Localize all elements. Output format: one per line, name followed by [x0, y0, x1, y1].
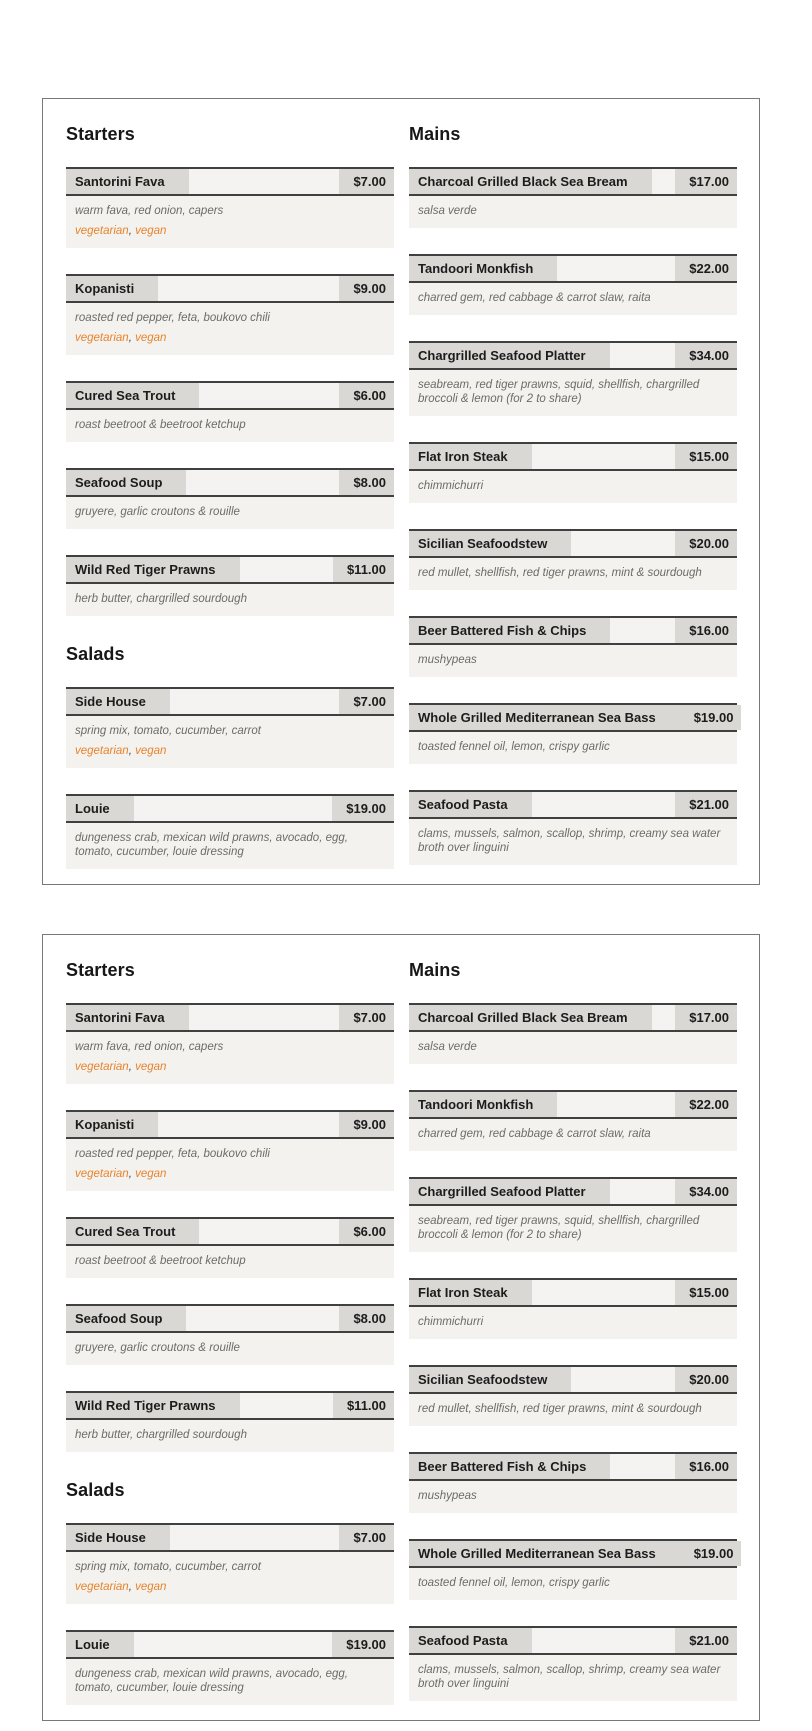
item-price: $11.00 [333, 1393, 394, 1418]
item-price: $6.00 [339, 383, 394, 408]
item-body [66, 823, 394, 869]
menu-item [66, 794, 394, 869]
item-header-spacer [610, 343, 676, 368]
item-name: Cured Sea Trout [66, 383, 199, 408]
item-description: toasted fennel oil, lemon, crispy garlic [418, 1577, 610, 1589]
dietary-tags [75, 1580, 384, 1594]
item-body [66, 303, 394, 355]
item-price: $22.00 [675, 1092, 737, 1117]
item-name: Louie [66, 1632, 134, 1657]
item-description: warm fava, red onion, capers [75, 1041, 224, 1053]
item-header [66, 794, 394, 823]
item-header [409, 167, 737, 196]
item-description: herb butter, chargrilled sourdough [75, 593, 247, 605]
item-price: $15.00 [675, 1280, 737, 1305]
item-body [409, 1394, 737, 1426]
item-price: $9.00 [339, 1112, 394, 1137]
item-description: chimmichurri [418, 480, 484, 492]
item-price: $20.00 [675, 1367, 737, 1392]
item-description: roasted red pepper, feta, boukovo chili [75, 312, 270, 324]
item-header-spacer [189, 169, 340, 194]
dietary-tag: vegan [135, 1581, 167, 1593]
section-title: Mains [409, 124, 461, 144]
menu-item [66, 1217, 394, 1278]
menu-item [409, 703, 737, 764]
section-title: Salads [66, 1480, 125, 1500]
menu-section [66, 642, 394, 869]
item-price: $17.00 [675, 1005, 737, 1030]
menu-columns [66, 949, 737, 1731]
item-body [66, 1032, 394, 1084]
menu-item [409, 1003, 737, 1064]
item-header [409, 442, 737, 471]
item-description: herb butter, chargrilled sourdough [75, 1429, 247, 1441]
item-header-spacer [610, 1454, 675, 1479]
item-header [66, 1110, 394, 1139]
item-header [409, 529, 737, 558]
item-header [409, 254, 737, 283]
item-header [409, 1003, 737, 1032]
item-header-spacer [199, 383, 339, 408]
item-body [409, 1568, 737, 1600]
item-name: Cured Sea Trout [66, 1219, 199, 1244]
item-header-spacer [186, 470, 339, 495]
item-body [409, 1481, 737, 1513]
item-header-spacer [134, 796, 333, 821]
tag-separator: , [128, 1581, 136, 1593]
item-header-spacer [134, 1632, 333, 1657]
menu-item [409, 341, 737, 416]
item-header-spacer [571, 531, 675, 556]
item-name: Sicilian Seafoodstew [409, 531, 571, 556]
menu-item [409, 1365, 737, 1426]
item-header [409, 1365, 737, 1394]
item-name: Kopanisti [66, 276, 158, 301]
item-name: Chargrilled Seafood Platter [409, 343, 610, 368]
tag-separator: , [128, 745, 136, 757]
menu-item [409, 1539, 737, 1600]
item-body [409, 1206, 737, 1252]
item-name: Charcoal Grilled Black Sea Bream [409, 169, 652, 194]
item-price: $19.00 [332, 1632, 394, 1657]
item-description: chimmichurri [418, 1316, 484, 1328]
dietary-tag: vegetarian [75, 225, 129, 237]
item-name: Kopanisti [66, 1112, 158, 1137]
item-price: $7.00 [339, 689, 394, 714]
item-description: spring mix, tomato, cucumber, carrot [75, 1561, 261, 1573]
dietary-tags [75, 331, 384, 345]
item-name: Beer Battered Fish & Chips [409, 618, 610, 643]
item-header [66, 687, 394, 716]
item-body [66, 1333, 394, 1365]
item-header-spacer [532, 444, 676, 469]
menu-item [409, 442, 737, 503]
item-header-spacer [532, 1628, 676, 1653]
item-header-spacer [652, 169, 676, 194]
item-header-spacer [158, 276, 339, 301]
item-name: Beer Battered Fish & Chips [409, 1454, 610, 1479]
menu-columns [66, 113, 737, 895]
dietary-tags [75, 744, 384, 758]
item-header [409, 790, 737, 819]
item-header [409, 1090, 737, 1119]
item-header [66, 274, 394, 303]
menu-item [66, 1523, 394, 1604]
item-header [66, 381, 394, 410]
item-body [409, 471, 737, 503]
item-header-spacer [532, 792, 676, 817]
item-description: red mullet, shellfish, red tiger prawns, mint & sourdough [418, 1403, 702, 1415]
item-name: Whole Grilled Mediterranean Sea Bass [409, 1541, 680, 1566]
item-description: charred gem, red cabbage & carrot slaw, raita [418, 292, 651, 304]
item-description: red mullet, shellfish, red tiger prawns, mint & sourdough [418, 567, 702, 579]
item-body [409, 1307, 737, 1339]
page [0, 98, 812, 1694]
menu-item [409, 1177, 737, 1252]
item-header-spacer [186, 1306, 339, 1331]
item-body [66, 1552, 394, 1604]
menu-item [409, 254, 737, 315]
menu-column-right [409, 949, 737, 1731]
item-description: mushypeas [418, 654, 477, 666]
item-description: clams, mussels, salmon, scallop, shrimp, creamy sea water broth over linguini [418, 1664, 721, 1690]
item-header-spacer [158, 1112, 339, 1137]
item-description: gruyere, garlic croutons & rouille [75, 506, 240, 518]
menu-section [409, 122, 737, 865]
menu-item [66, 274, 394, 355]
menu-item [409, 529, 737, 590]
menu-item [66, 1003, 394, 1084]
dietary-tags [75, 1060, 384, 1074]
item-header [409, 616, 737, 645]
item-name: Side House [66, 1525, 170, 1550]
item-price: $19.00 [680, 705, 742, 730]
item-header-spacer [240, 1393, 333, 1418]
item-header-spacer [610, 618, 675, 643]
item-price: $11.00 [333, 557, 394, 582]
section-title: Starters [66, 124, 135, 144]
section-title: Salads [66, 644, 125, 664]
dietary-tag: vegan [135, 332, 167, 344]
item-price: $7.00 [339, 1005, 394, 1030]
item-description: warm fava, red onion, capers [75, 205, 224, 217]
item-price: $7.00 [339, 1525, 394, 1550]
menu-column-right [409, 113, 737, 895]
menu-section [66, 958, 394, 1452]
item-header [409, 1278, 737, 1307]
item-description: spring mix, tomato, cucumber, carrot [75, 725, 261, 737]
item-header [66, 1523, 394, 1552]
item-header-spacer [652, 1005, 676, 1030]
item-body [66, 410, 394, 442]
item-header [66, 1217, 394, 1246]
clipped-card-viewport [0, 934, 812, 1694]
item-header [409, 1626, 737, 1655]
menu-section [66, 122, 394, 616]
dietary-tag: vegetarian [75, 1061, 129, 1073]
item-header [409, 1539, 737, 1568]
item-header [409, 1452, 737, 1481]
tag-separator: , [128, 1168, 136, 1180]
item-name: Seafood Soup [66, 1306, 186, 1331]
item-price: $20.00 [675, 531, 737, 556]
item-body [409, 1655, 737, 1701]
item-body [66, 1420, 394, 1452]
menu-column-left [66, 949, 394, 1731]
item-description: dungeness crab, mexican wild prawns, avocado, egg, tomato, cucumber, louie dressing [75, 832, 348, 858]
item-body [409, 370, 737, 416]
item-header-spacer [610, 1179, 676, 1204]
dietary-tag: vegetarian [75, 332, 129, 344]
item-price: $8.00 [339, 1306, 394, 1331]
item-header-spacer [199, 1219, 339, 1244]
menu-item [66, 468, 394, 529]
item-price: $34.00 [675, 1179, 737, 1204]
item-header-spacer [557, 1092, 675, 1117]
section-title: Mains [409, 960, 461, 980]
item-price: $21.00 [675, 1628, 737, 1653]
item-description: charred gem, red cabbage & carrot slaw, raita [418, 1128, 651, 1140]
item-header-spacer [170, 689, 340, 714]
item-header [66, 1304, 394, 1333]
item-body [66, 716, 394, 768]
item-body [409, 283, 737, 315]
item-header [409, 1177, 737, 1206]
dietary-tags [75, 224, 384, 238]
item-name: Whole Grilled Mediterranean Sea Bass [409, 705, 680, 730]
item-body [66, 1659, 394, 1705]
item-header [66, 555, 394, 584]
item-body [409, 196, 737, 228]
item-name: Wild Red Tiger Prawns [66, 557, 240, 582]
item-description: roast beetroot & beetroot ketchup [75, 419, 246, 431]
item-price: $19.00 [680, 1541, 742, 1566]
menu-item [409, 1278, 737, 1339]
item-header-spacer [532, 1280, 676, 1305]
item-body [66, 1139, 394, 1191]
item-price: $15.00 [675, 444, 737, 469]
item-description: seabream, red tiger prawns, squid, shellfish, chargrilled broccoli & lemon (for 2 to share) [418, 1215, 700, 1241]
item-name: Flat Iron Steak [409, 1280, 532, 1305]
item-price: $8.00 [339, 470, 394, 495]
item-price: $34.00 [675, 343, 737, 368]
tag-separator: , [128, 1061, 136, 1073]
item-description: seabream, red tiger prawns, squid, shellfish, chargrilled broccoli & lemon (for 2 to share) [418, 379, 700, 405]
menu-card [42, 934, 760, 1721]
item-name: Santorini Fava [66, 1005, 189, 1030]
menu-item [66, 555, 394, 616]
item-name: Santorini Fava [66, 169, 189, 194]
dietary-tag: vegan [135, 1061, 167, 1073]
item-body [409, 1032, 737, 1064]
item-price: $16.00 [675, 1454, 737, 1479]
menu-item [409, 1090, 737, 1151]
dietary-tag: vegan [135, 745, 167, 757]
item-price: $17.00 [675, 169, 737, 194]
dietary-tag: vegetarian [75, 1581, 129, 1593]
menu-section [66, 1478, 394, 1705]
menu-item [66, 167, 394, 248]
item-description: clams, mussels, salmon, scallop, shrimp, creamy sea water broth over linguini [418, 828, 721, 854]
item-name: Seafood Pasta [409, 1628, 532, 1653]
item-header [66, 1391, 394, 1420]
menu-item [66, 1630, 394, 1705]
item-name: Louie [66, 796, 134, 821]
item-body [66, 584, 394, 616]
item-name: Sicilian Seafoodstew [409, 1367, 571, 1392]
item-header-spacer [557, 256, 675, 281]
item-header-spacer [571, 1367, 675, 1392]
item-header [409, 341, 737, 370]
item-name: Seafood Pasta [409, 792, 532, 817]
item-header [409, 703, 737, 732]
item-body [66, 497, 394, 529]
item-name: Side House [66, 689, 170, 714]
item-name: Wild Red Tiger Prawns [66, 1393, 240, 1418]
item-description: toasted fennel oil, lemon, crispy garlic [418, 741, 610, 753]
item-name: Charcoal Grilled Black Sea Bream [409, 1005, 652, 1030]
item-header-spacer [189, 1005, 340, 1030]
item-header [66, 1630, 394, 1659]
item-price: $22.00 [675, 256, 737, 281]
item-body [409, 819, 737, 865]
menu-card [42, 98, 760, 885]
item-price: $6.00 [339, 1219, 394, 1244]
item-header-spacer [240, 557, 333, 582]
item-body [409, 558, 737, 590]
item-header [66, 167, 394, 196]
item-body [409, 645, 737, 677]
tag-separator: , [128, 225, 136, 237]
item-name: Flat Iron Steak [409, 444, 532, 469]
item-description: salsa verde [418, 1041, 477, 1053]
item-price: $19.00 [332, 796, 394, 821]
item-name: Seafood Soup [66, 470, 186, 495]
item-body [66, 1246, 394, 1278]
item-description: salsa verde [418, 205, 477, 217]
item-description: roast beetroot & beetroot ketchup [75, 1255, 246, 1267]
item-description: dungeness crab, mexican wild prawns, avocado, egg, tomato, cucumber, louie dressing [75, 1668, 348, 1694]
dietary-tag: vegan [135, 1168, 167, 1180]
item-header [66, 1003, 394, 1032]
tag-separator: , [128, 332, 136, 344]
item-description: mushypeas [418, 1490, 477, 1502]
menu-item [66, 1304, 394, 1365]
item-description: roasted red pepper, feta, boukovo chili [75, 1148, 270, 1160]
item-price: $9.00 [339, 276, 394, 301]
menu-item [66, 687, 394, 768]
item-description: gruyere, garlic croutons & rouille [75, 1342, 240, 1354]
dietary-tags [75, 1167, 384, 1181]
menu-item [66, 1110, 394, 1191]
menu-column-left [66, 113, 394, 895]
item-body [66, 196, 394, 248]
item-header-spacer [170, 1525, 340, 1550]
dietary-tag: vegan [135, 225, 167, 237]
dietary-tag: vegetarian [75, 745, 129, 757]
menu-section [409, 958, 737, 1701]
item-price: $21.00 [675, 792, 737, 817]
section-title: Starters [66, 960, 135, 980]
menu-item [409, 1452, 737, 1513]
item-body [409, 1119, 737, 1151]
item-price: $7.00 [339, 169, 394, 194]
item-price: $16.00 [675, 618, 737, 643]
item-header [66, 468, 394, 497]
menu-item [66, 381, 394, 442]
menu-item [409, 167, 737, 228]
menu-item [409, 616, 737, 677]
menu-item [409, 790, 737, 865]
item-name: Tandoori Monkfish [409, 1092, 557, 1117]
menu-item [409, 1626, 737, 1701]
item-name: Tandoori Monkfish [409, 256, 557, 281]
item-name: Chargrilled Seafood Platter [409, 1179, 610, 1204]
menu-item [66, 1391, 394, 1452]
item-body [409, 732, 737, 764]
dietary-tag: vegetarian [75, 1168, 129, 1180]
